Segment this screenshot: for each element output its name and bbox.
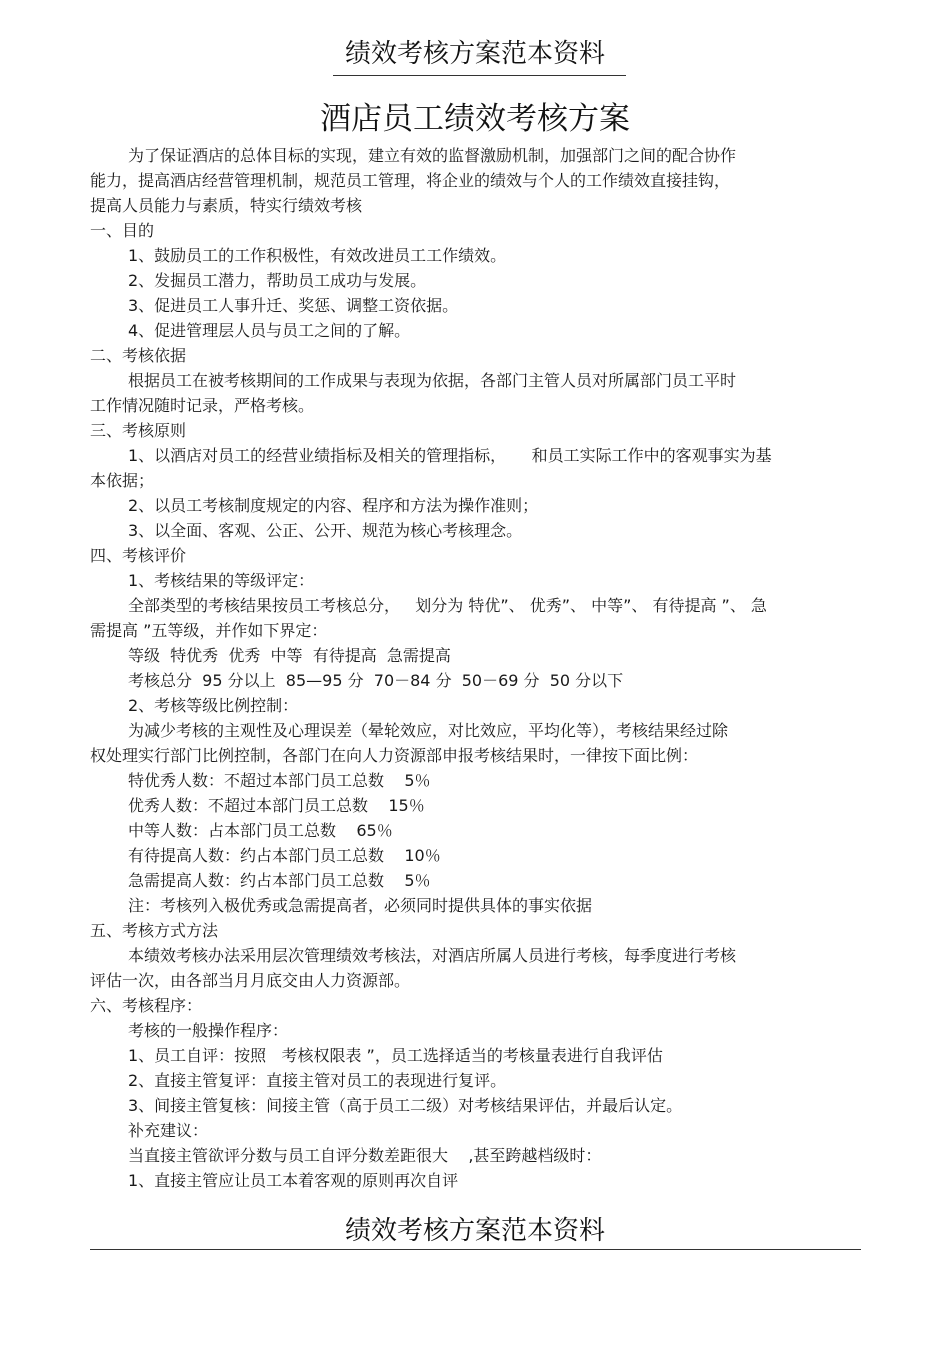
text-line: 3、间接主管复核：间接主管（高于员工二级）对考核结果评估，并最后认定。 — [128, 1096, 683, 1115]
text-line: 3、以全面、客观、公正、公开、规范为核心考核理念。 — [128, 521, 523, 540]
text-line: 工作情况随时记录，严格考核。 — [90, 396, 315, 415]
text-line: 2、以员工考核制度规定的内容、程序和方法为操作准则； — [128, 496, 539, 515]
text-line: 需提高 ”五等级，并作如下界定： — [90, 621, 328, 640]
text-line: 2、考核等级比例控制： — [128, 696, 299, 715]
page-header-title: 绩效考核方案范本资料 — [344, 39, 605, 69]
footer-divider — [90, 1249, 861, 1250]
text-line: 四、考核评价 — [90, 546, 187, 565]
text-line: 一、目的 — [90, 221, 155, 240]
text-line: 急需提高人数：约占本部门员工总数 5％ — [128, 871, 431, 890]
text-line: 注：考核列入极优秀或急需提高者，必须同时提供具体的事实依据 — [128, 896, 593, 915]
text-line: 2、发掘员工潜力，帮助员工成功与发展。 — [128, 271, 427, 290]
text-line: 提高人员能力与素质，特实行绩效考核 — [90, 196, 363, 215]
header-divider — [333, 75, 626, 76]
text-line: 考核总分 95 分以上 85—95 分 70－84 分 50－69 分 50 分以下 — [128, 671, 624, 690]
text-line: 2、直接主管复评：直接主管对员工的表现进行复评。 — [128, 1071, 507, 1090]
document-title: 酒店员工绩效考核方案 — [320, 101, 630, 137]
text-line: 特优秀人数：不超过本部门员工总数 5％ — [128, 771, 431, 790]
text-line: 考核的一般操作程序： — [128, 1021, 289, 1040]
text-line: 为了保证酒店的总体目标的实现，建立有效的监督激励机制，加强部门之间的配合协作 — [128, 146, 737, 165]
text-line: 评估一次，由各部当月月底交由人力资源部。 — [90, 971, 411, 990]
text-line: 3、促进员工人事升迁、奖惩、调整工资依据。 — [128, 296, 459, 315]
text-line: 为减少考核的主观性及心理误差（晕轮效应，对比效应，平均化等），考核结果经过除 — [128, 721, 729, 740]
text-line: 1、以酒店对员工的经营业绩指标及相关的管理指标， 和员工实际工作中的客观事实为基 — [128, 446, 772, 465]
page-footer-title: 绩效考核方案范本资料 — [344, 1216, 605, 1246]
text-line: 当直接主管欲评分数与员工自评分数差距很大 ,甚至跨越档级时： — [128, 1146, 602, 1165]
text-line: 补充建议： — [128, 1121, 209, 1140]
text-line: 本绩效考核办法采用层次管理绩效考核法，对酒店所属人员进行考核，每季度进行考核 — [128, 946, 737, 965]
text-line: 权处理实行部门比例控制，各部门在向人力资源部申报考核结果时，一律按下面比例： — [90, 746, 699, 765]
text-line: 1、鼓励员工的工作积极性，有效改进员工工作绩效。 — [128, 246, 507, 265]
text-line: 有待提高人数：约占本部门员工总数 10％ — [128, 846, 441, 865]
text-line: 1、考核结果的等级评定： — [128, 571, 315, 590]
text-line: 全部类型的考核结果按员工考核总分， 划分为 特优”、 优秀”、 中等”、 有待提高 ”、 急 — [128, 596, 767, 615]
text-line: 4、促进管理层人员与员工之间的了解。 — [128, 321, 411, 340]
text-line: 1、直接主管应让员工本着客观的原则再次自评 — [128, 1171, 459, 1190]
text-line: 中等人数：占本部门员工总数 65％ — [128, 821, 393, 840]
text-line: 六、考核程序： — [90, 996, 203, 1015]
document-body — [90, 143, 870, 1193]
text-line: 根据员工在被考核期间的工作成果与表现为依据，各部门主管人员对所属部门员工平时 — [128, 371, 737, 390]
text-line: 五、考核方式方法 — [90, 921, 219, 940]
text-line: 二、考核依据 — [90, 346, 187, 365]
text-line: 三、考核原则 — [90, 421, 187, 440]
text-line: 本依据； — [90, 471, 155, 490]
text-line: 等级 特优秀 优秀 中等 有待提高 急需提高 — [128, 646, 451, 665]
text-line: 1、员工自评：按照 考核权限表 ”，员工选择适当的考核量表进行自我评估 — [128, 1046, 663, 1065]
text-line: 优秀人数：不超过本部门员工总数 15％ — [128, 796, 425, 815]
text-line: 能力，提高酒店经营管理机制，规范员工管理，将企业的绩效与个人的工作绩效直接挂钩， — [90, 171, 731, 190]
